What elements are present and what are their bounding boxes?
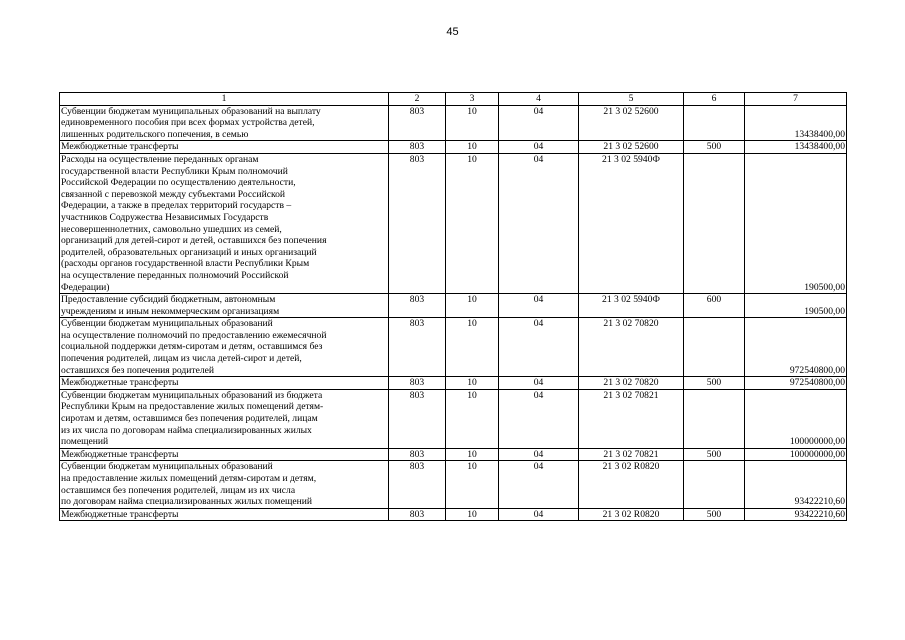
- table-row: [60, 318, 847, 377]
- cell-ministry-code: 803: [389, 105, 446, 141]
- page-number: 45: [446, 26, 459, 38]
- cell-expense-type: [684, 389, 745, 448]
- table-row: [60, 461, 847, 508]
- row-description: Межбюджетные трансферты: [60, 508, 389, 521]
- cell-section: 10: [446, 448, 499, 461]
- cell-amount: 972540800,00: [745, 318, 847, 377]
- cell-target-article: 21 3 02 70820: [579, 318, 684, 377]
- cell-expense-type: 500: [684, 141, 745, 154]
- table-row: [60, 448, 847, 461]
- cell-section: 10: [446, 105, 499, 141]
- cell-section: 10: [446, 389, 499, 448]
- row-description: Межбюджетные трансферты: [60, 448, 389, 461]
- header-cell: 6: [684, 93, 745, 106]
- table-row: [60, 389, 847, 448]
- header-cell: 1: [60, 93, 389, 106]
- header-cell: 4: [499, 93, 579, 106]
- header-cell: 2: [389, 93, 446, 106]
- cell-ministry-code: 803: [389, 448, 446, 461]
- cell-subsection: 04: [499, 105, 579, 141]
- table-row: [60, 153, 847, 293]
- table-row: [60, 377, 847, 390]
- cell-expense-type: [684, 153, 745, 293]
- row-description: Субвенции бюджетам муниципальных образований на предоставление жилых помещений детям-сиротам и детям, оставшимся без попечения родителей, лицам из их числа по договорам найма специализированных жилых помещений: [60, 461, 389, 508]
- cell-amount: 13438400,00: [745, 105, 847, 141]
- cell-ministry-code: 803: [389, 377, 446, 390]
- cell-ministry-code: 803: [389, 389, 446, 448]
- cell-target-article: 21 3 02 70821: [579, 389, 684, 448]
- cell-target-article: 21 3 02 70820: [579, 377, 684, 390]
- header-cell: 7: [745, 93, 847, 106]
- cell-section: 10: [446, 461, 499, 508]
- cell-subsection: 04: [499, 318, 579, 377]
- cell-target-article: 21 3 02 5940Ф: [579, 294, 684, 318]
- cell-section: 10: [446, 141, 499, 154]
- table-header-row: [60, 93, 847, 106]
- row-description: Предоставление субсидий бюджетным, автономным учреждениям и иным некоммерческим организациям: [60, 294, 389, 318]
- cell-subsection: 04: [499, 153, 579, 293]
- cell-expense-type: 600: [684, 294, 745, 318]
- cell-target-article: 21 3 02 52600: [579, 141, 684, 154]
- cell-target-article: 21 3 02 52600: [579, 105, 684, 141]
- cell-ministry-code: 803: [389, 294, 446, 318]
- cell-expense-type: 500: [684, 448, 745, 461]
- cell-amount: 13438400,00: [745, 141, 847, 154]
- cell-amount: 93422210,60: [745, 508, 847, 521]
- cell-target-article: 21 3 02 5940Ф: [579, 153, 684, 293]
- header-cell: 3: [446, 93, 499, 106]
- cell-subsection: 04: [499, 389, 579, 448]
- cell-subsection: 04: [499, 508, 579, 521]
- cell-amount: 100000000,00: [745, 448, 847, 461]
- cell-subsection: 04: [499, 377, 579, 390]
- row-description: Расходы на осуществление переданных органам государственной власти Республики Крым полномочий Российской Федерации по осуществлению деятельности, связанной с перевозкой между субъектами Российской Федерации, а также в пределах территорий государств – участников Содружества Независимых Государств несовершеннолетних, самовольно ушедших из семей, организаций для детей-сирот и детей, оставшихся без попечения родителей, образовательных организаций и иных организаций (расходы органов государственной власти Республики Крым на осуществление переданных полномочий Российской Федерации): [60, 153, 389, 293]
- cell-expense-type: [684, 318, 745, 377]
- cell-ministry-code: 803: [389, 318, 446, 377]
- cell-ministry-code: 803: [389, 508, 446, 521]
- cell-ministry-code: 803: [389, 141, 446, 154]
- cell-amount: 972540800,00: [745, 377, 847, 390]
- cell-amount: 190500,00: [745, 294, 847, 318]
- cell-target-article: 21 3 02 R0820: [579, 508, 684, 521]
- budget-table: [59, 92, 847, 521]
- cell-section: 10: [446, 508, 499, 521]
- table-row: [60, 294, 847, 318]
- row-description: Субвенции бюджетам муниципальных образований на осуществление полномочий по предоставлению ежемесячной социальной поддержки детям-сиротам и детям, оставшимся без попечения родителей, лицам из числа детей-сирот и детей, оставшихся без попечения родителей: [60, 318, 389, 377]
- cell-subsection: 04: [499, 141, 579, 154]
- cell-ministry-code: 803: [389, 153, 446, 293]
- row-description: Межбюджетные трансферты: [60, 141, 389, 154]
- cell-subsection: 04: [499, 294, 579, 318]
- cell-amount: 93422210,60: [745, 461, 847, 508]
- cell-subsection: 04: [499, 448, 579, 461]
- cell-section: 10: [446, 153, 499, 293]
- cell-amount: 190500,00: [745, 153, 847, 293]
- cell-subsection: 04: [499, 461, 579, 508]
- cell-target-article: 21 3 02 70821: [579, 448, 684, 461]
- table-row: [60, 105, 847, 141]
- cell-amount: 100000000,00: [745, 389, 847, 448]
- cell-section: 10: [446, 294, 499, 318]
- cell-ministry-code: 803: [389, 461, 446, 508]
- header-cell: 5: [579, 93, 684, 106]
- cell-expense-type: 500: [684, 377, 745, 390]
- cell-section: 10: [446, 318, 499, 377]
- row-description: Субвенции бюджетам муниципальных образований на выплату единовременного пособия при всех формах устройства детей, лишенных родительского попечения, в семью: [60, 105, 389, 141]
- row-description: Субвенции бюджетам муниципальных образований из бюджета Республики Крым на предоставление жилых помещений детям- сиротам и детям, оставшимся без попечения родителей, лицам из их числа по договорам найма специализированных жилых помещений: [60, 389, 389, 448]
- table-row: [60, 508, 847, 521]
- cell-expense-type: 500: [684, 508, 745, 521]
- table-row: [60, 141, 847, 154]
- cell-expense-type: [684, 461, 745, 508]
- cell-section: 10: [446, 377, 499, 390]
- cell-target-article: 21 3 02 R0820: [579, 461, 684, 508]
- row-description: Межбюджетные трансферты: [60, 377, 389, 390]
- cell-expense-type: [684, 105, 745, 141]
